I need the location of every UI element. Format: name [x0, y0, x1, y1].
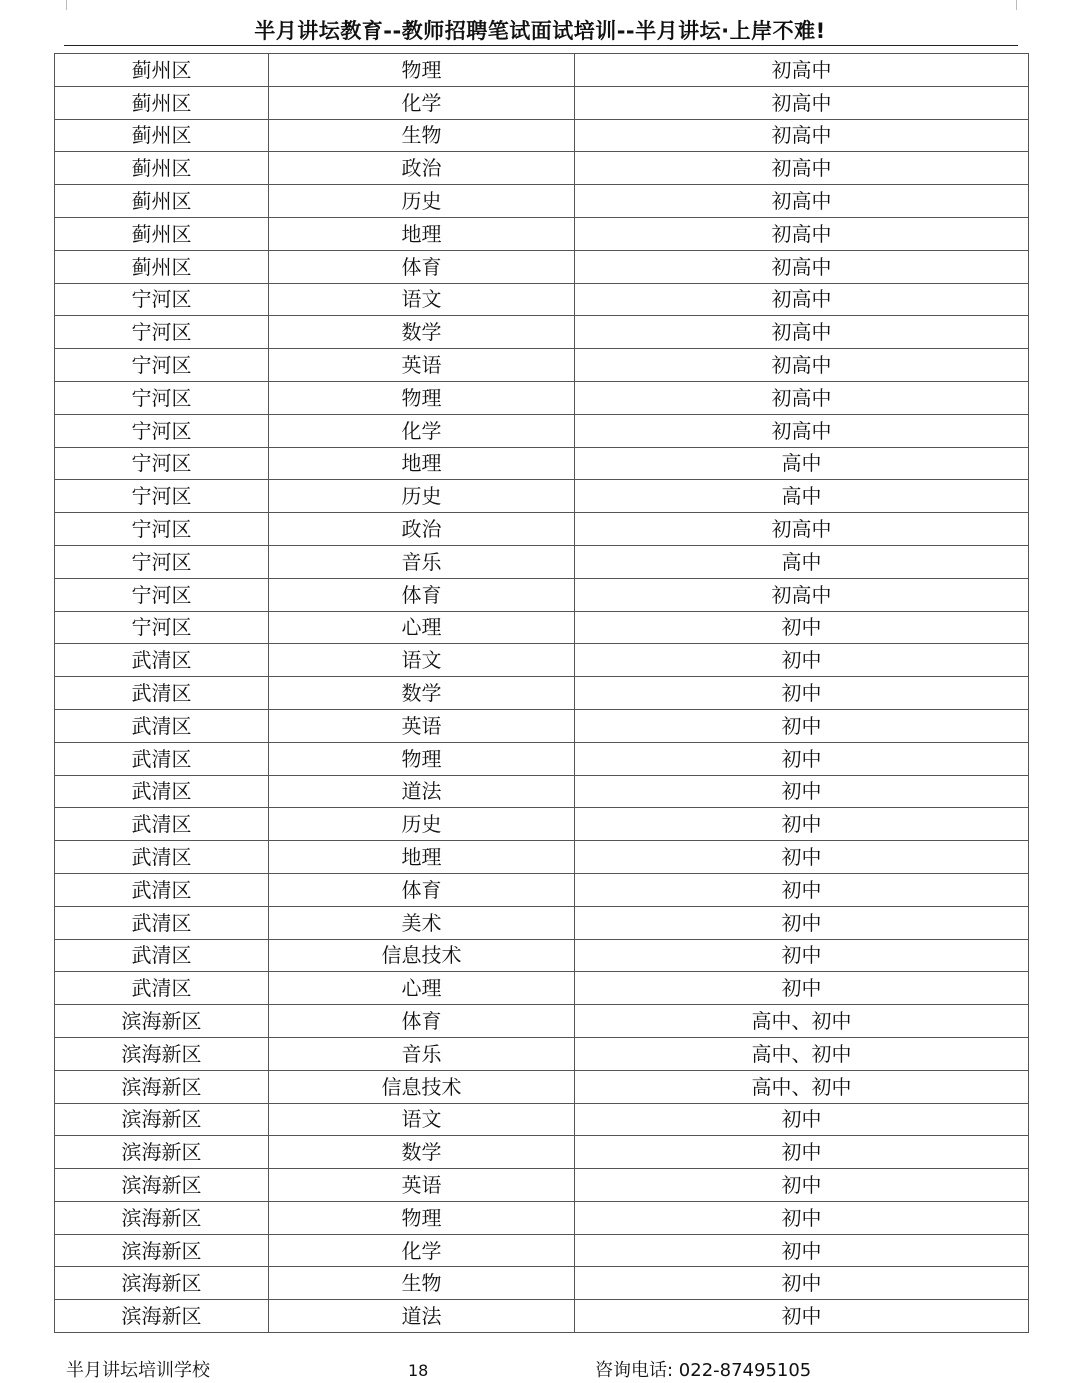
level-cell: 初中 [575, 1169, 1029, 1202]
table-row [55, 381, 1029, 414]
level-cell: 高中 [575, 447, 1029, 480]
subject-cell: 历史 [269, 808, 575, 841]
district-cell: 宁河区 [55, 381, 269, 414]
subject-cell: 英语 [269, 709, 575, 742]
level-cell: 初高中 [575, 349, 1029, 382]
district-cell: 武清区 [55, 939, 269, 972]
subject-cell: 物理 [269, 381, 575, 414]
level-cell: 高中、初中 [575, 1070, 1029, 1103]
table-row [55, 119, 1029, 152]
table-row [55, 939, 1029, 972]
subject-cell: 体育 [269, 1005, 575, 1038]
table-row [55, 1169, 1029, 1202]
level-cell: 初中 [575, 775, 1029, 808]
table-container [54, 53, 1028, 1333]
table-row [55, 1103, 1029, 1136]
subject-cell: 物理 [269, 1201, 575, 1234]
district-cell: 蓟州区 [55, 119, 269, 152]
level-cell: 高中、初中 [575, 1037, 1029, 1070]
district-cell: 宁河区 [55, 316, 269, 349]
subject-cell: 数学 [269, 677, 575, 710]
table-row [55, 54, 1029, 87]
district-cell: 武清区 [55, 841, 269, 874]
subject-cell: 语文 [269, 1103, 575, 1136]
subject-cell: 生物 [269, 119, 575, 152]
subject-cell: 地理 [269, 217, 575, 250]
subject-cell: 物理 [269, 742, 575, 775]
table-row [55, 742, 1029, 775]
footer-school-name: 半月讲坛培训学校 [66, 1360, 210, 1381]
table-row [55, 709, 1029, 742]
subject-cell: 美术 [269, 906, 575, 939]
subject-cell: 信息技术 [269, 939, 575, 972]
level-cell: 初高中 [575, 152, 1029, 185]
level-cell: 初中 [575, 1234, 1029, 1267]
district-cell: 武清区 [55, 873, 269, 906]
table-row [55, 1267, 1029, 1300]
district-cell: 滨海新区 [55, 1136, 269, 1169]
district-cell: 滨海新区 [55, 1267, 269, 1300]
level-cell: 初中 [575, 841, 1029, 874]
district-cell: 蓟州区 [55, 217, 269, 250]
table-row [55, 775, 1029, 808]
district-cell: 武清区 [55, 677, 269, 710]
district-cell: 宁河区 [55, 283, 269, 316]
district-cell: 滨海新区 [55, 1169, 269, 1202]
subject-cell: 数学 [269, 1136, 575, 1169]
level-cell: 初高中 [575, 414, 1029, 447]
table-row [55, 185, 1029, 218]
table-row [55, 644, 1029, 677]
subject-cell: 地理 [269, 841, 575, 874]
table-row [55, 1136, 1029, 1169]
district-cell: 宁河区 [55, 513, 269, 546]
subject-cell: 体育 [269, 873, 575, 906]
level-cell: 初高中 [575, 119, 1029, 152]
district-cell: 蓟州区 [55, 54, 269, 87]
district-cell: 滨海新区 [55, 1103, 269, 1136]
district-cell: 宁河区 [55, 578, 269, 611]
table-row [55, 152, 1029, 185]
district-cell: 武清区 [55, 808, 269, 841]
table-row [55, 1037, 1029, 1070]
subject-cell: 数学 [269, 316, 575, 349]
level-cell: 初高中 [575, 86, 1029, 119]
subject-cell: 政治 [269, 152, 575, 185]
table-row [55, 1201, 1029, 1234]
table-row [55, 250, 1029, 283]
subject-cell: 道法 [269, 1300, 575, 1333]
level-cell: 初中 [575, 873, 1029, 906]
footer-page-number: 18 [408, 1361, 429, 1380]
level-cell: 初中 [575, 808, 1029, 841]
page-footer [0, 1358, 1080, 1383]
table-row [55, 86, 1029, 119]
subject-cell: 英语 [269, 1169, 575, 1202]
level-cell: 高中、初中 [575, 1005, 1029, 1038]
district-cell: 滨海新区 [55, 1201, 269, 1234]
table-row [55, 283, 1029, 316]
district-cell: 宁河区 [55, 447, 269, 480]
district-cell: 武清区 [55, 644, 269, 677]
recruitment-table [54, 53, 1029, 1333]
level-cell: 初高中 [575, 381, 1029, 414]
table-row [55, 808, 1029, 841]
table-row [55, 1070, 1029, 1103]
level-cell: 初高中 [575, 316, 1029, 349]
district-cell: 武清区 [55, 709, 269, 742]
page-header-title: 半月讲坛教育--教师招聘笔试面试培训--半月讲坛·上岸不难! [254, 19, 826, 43]
level-cell: 高中 [575, 545, 1029, 578]
table-row [55, 972, 1029, 1005]
subject-cell: 地理 [269, 447, 575, 480]
header-divider [64, 45, 1018, 46]
subject-cell: 音乐 [269, 545, 575, 578]
level-cell: 初高中 [575, 513, 1029, 546]
level-cell: 初高中 [575, 250, 1029, 283]
district-cell: 宁河区 [55, 611, 269, 644]
district-cell: 蓟州区 [55, 152, 269, 185]
subject-cell: 体育 [269, 578, 575, 611]
level-cell: 初中 [575, 709, 1029, 742]
district-cell: 滨海新区 [55, 1070, 269, 1103]
table-row [55, 513, 1029, 546]
subject-cell: 化学 [269, 414, 575, 447]
level-cell: 初中 [575, 1201, 1029, 1234]
table-row [55, 217, 1029, 250]
level-cell: 初中 [575, 742, 1029, 775]
level-cell: 初中 [575, 906, 1029, 939]
subject-cell: 心理 [269, 611, 575, 644]
crop-mark-left [58, 0, 67, 10]
level-cell: 初中 [575, 972, 1029, 1005]
level-cell: 初高中 [575, 217, 1029, 250]
district-cell: 武清区 [55, 775, 269, 808]
district-cell: 宁河区 [55, 414, 269, 447]
level-cell: 初中 [575, 611, 1029, 644]
subject-cell: 历史 [269, 185, 575, 218]
table-row [55, 906, 1029, 939]
district-cell: 蓟州区 [55, 185, 269, 218]
level-cell: 初中 [575, 1136, 1029, 1169]
level-cell: 初高中 [575, 283, 1029, 316]
subject-cell: 政治 [269, 513, 575, 546]
level-cell: 初高中 [575, 54, 1029, 87]
subject-cell: 化学 [269, 86, 575, 119]
level-cell: 初中 [575, 1300, 1029, 1333]
district-cell: 武清区 [55, 742, 269, 775]
subject-cell: 化学 [269, 1234, 575, 1267]
subject-cell: 心理 [269, 972, 575, 1005]
subject-cell: 体育 [269, 250, 575, 283]
level-cell: 初中 [575, 939, 1029, 972]
district-cell: 滨海新区 [55, 1037, 269, 1070]
footer-phone: 咨询电话: 022-87495105 [595, 1360, 812, 1381]
table-row [55, 1005, 1029, 1038]
table-row [55, 841, 1029, 874]
level-cell: 初中 [575, 1103, 1029, 1136]
table-row [55, 873, 1029, 906]
table-row [55, 545, 1029, 578]
subject-cell: 历史 [269, 480, 575, 513]
level-cell: 高中 [575, 480, 1029, 513]
table-row [55, 414, 1029, 447]
table-row [55, 349, 1029, 382]
table-row [55, 316, 1029, 349]
district-cell: 宁河区 [55, 480, 269, 513]
subject-cell: 英语 [269, 349, 575, 382]
district-cell: 蓟州区 [55, 86, 269, 119]
table-row [55, 1234, 1029, 1267]
table-row [55, 677, 1029, 710]
subject-cell: 语文 [269, 644, 575, 677]
table-body [55, 54, 1029, 1333]
district-cell: 蓟州区 [55, 250, 269, 283]
district-cell: 滨海新区 [55, 1300, 269, 1333]
subject-cell: 语文 [269, 283, 575, 316]
subject-cell: 生物 [269, 1267, 575, 1300]
table-row [55, 578, 1029, 611]
crop-mark-right [1016, 0, 1025, 10]
district-cell: 武清区 [55, 906, 269, 939]
level-cell: 初中 [575, 677, 1029, 710]
subject-cell: 道法 [269, 775, 575, 808]
level-cell: 初高中 [575, 578, 1029, 611]
district-cell: 武清区 [55, 972, 269, 1005]
district-cell: 滨海新区 [55, 1234, 269, 1267]
district-cell: 宁河区 [55, 545, 269, 578]
subject-cell: 信息技术 [269, 1070, 575, 1103]
table-row [55, 1300, 1029, 1333]
table-row [55, 611, 1029, 644]
level-cell: 初中 [575, 1267, 1029, 1300]
level-cell: 初中 [575, 644, 1029, 677]
subject-cell: 音乐 [269, 1037, 575, 1070]
table-row [55, 447, 1029, 480]
district-cell: 宁河区 [55, 349, 269, 382]
level-cell: 初高中 [575, 185, 1029, 218]
subject-cell: 物理 [269, 54, 575, 87]
district-cell: 滨海新区 [55, 1005, 269, 1038]
table-row [55, 480, 1029, 513]
